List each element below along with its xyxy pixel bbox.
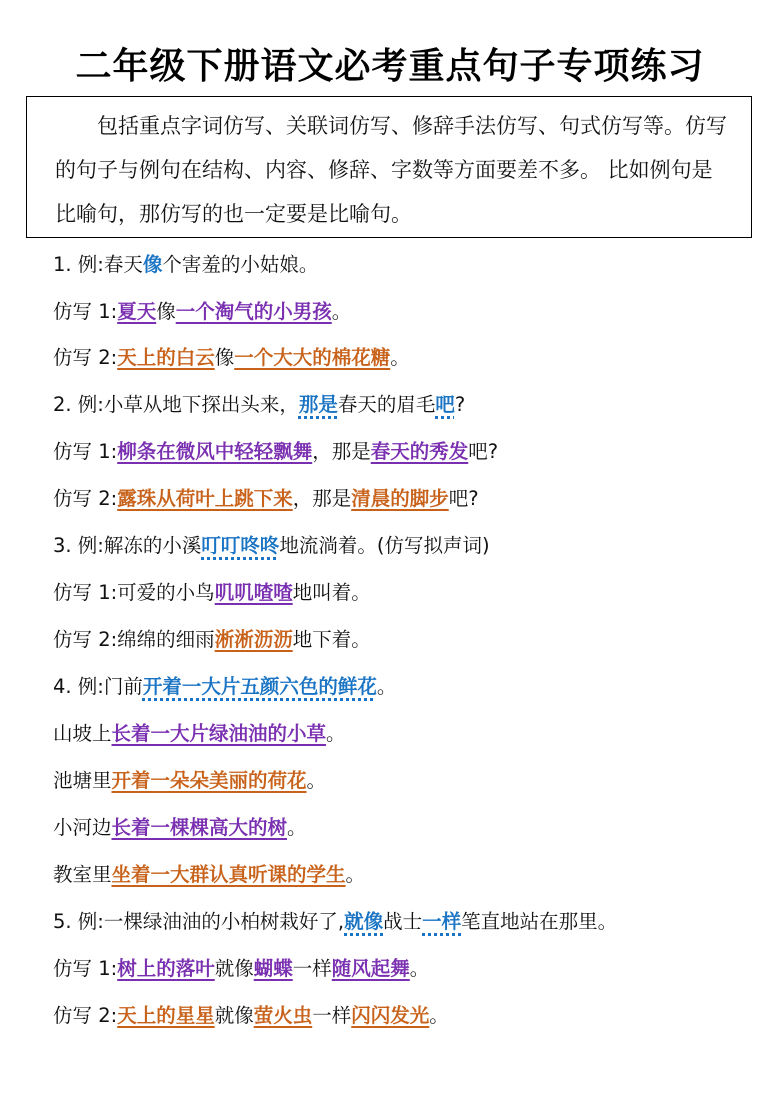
exercise-line [53,387,763,423]
highlighted-phrase: 清晨的脚步 [351,487,449,510]
highlighted-phrase: 露珠从荷叶上跳下来 [117,487,293,510]
sentence-text: 。 [331,300,352,323]
highlighted-phrase: 蝴蝶 [253,957,293,980]
highlighted-phrase: 淅淅沥沥 [214,628,293,651]
intro-text: 包括重点字词仿写、关联词仿写、修辞手法仿写、句式仿写等。仿写的句子与例句在结构、内容、修辞、字数等方面要差不多。 比如例句是比喻句，那仿写的也一定要是比喻句。 [55,114,727,226]
sentence-text: 地流淌着。(仿写拟声词) [279,534,490,557]
exercise-line [53,528,763,564]
sentence-text: 像 [214,346,235,369]
sentence-text: 个害羞的小姑娘。 [162,253,319,276]
sentence-text: 笔直地站在那里。 [461,910,618,933]
sentence-text: 一样 [292,957,332,980]
page-title: 二年级下册语文必考重点句子专项练习 [75,46,705,87]
sentence-text: 春天的眉毛 [337,393,436,416]
highlighted-phrase: 开着一大片五颜六色的鲜花 [142,675,377,698]
highlighted-phrase: 一样 [422,910,462,933]
highlighted-phrase: 春天的秀发 [370,440,469,463]
highlighted-phrase: 长着一大片绿油油的小草 [111,722,327,745]
sentence-text: 教室里 [53,863,112,886]
sentence-text: 山坡上 [53,722,112,745]
sentence-text: 就像 [214,957,254,980]
sentence-text: 仿写 1: [53,300,118,323]
sentence-text: 吧? [468,440,499,463]
sentence-text: 仿写 2: [53,487,118,510]
sentence-text: 。 [306,769,327,792]
exercise-line [53,575,763,611]
sentence-text: 仿写 1: [53,957,118,980]
sentence-text: 仿写 1: [53,440,118,463]
sentence-text: 仿写 1:可爱的小鸟 [53,581,215,604]
exercise-line [53,481,763,517]
sentence-text: 5. 例:一棵绿油油的小柏树栽好了, [53,910,345,933]
sentence-text: 4. 例:门前 [53,675,143,698]
sentence-text: 就像 [214,1004,254,1027]
exercise-line [53,951,763,987]
highlighted-phrase: 闪闪发光 [351,1004,430,1027]
exercise-line [53,434,763,470]
highlighted-phrase: 坐着一大群认真听课的学生 [111,863,346,886]
sentence-text: 1. 例:春天 [53,253,143,276]
sentence-text: 2. 例:小草从地下探出头来， [53,393,299,416]
sentence-text: 仿写 2:绵绵的细雨 [53,628,215,651]
highlighted-phrase: 叽叽喳喳 [214,581,293,604]
highlighted-phrase: 吧 [435,393,455,416]
highlighted-phrase: 一个大大的棉花糖 [234,346,391,369]
sentence-text: 小河边 [53,816,112,839]
sentence-text: 。 [390,346,410,369]
highlighted-phrase: 像 [142,253,163,276]
sentence-text: ，那是 [312,440,371,463]
sentence-text: ，那是 [292,487,352,510]
sentence-text: 。 [287,816,307,839]
sentence-text: 像 [156,300,176,323]
exercise-line [53,904,763,940]
highlighted-phrase: 就像 [344,910,384,933]
sentence-text: 仿写 2: [53,1004,118,1027]
sentence-text: 。 [326,722,346,745]
highlighted-phrase: 开着一朵朵美丽的荷花 [111,769,307,792]
highlighted-phrase: 树上的落叶 [117,957,215,980]
sentence-text: 。 [429,1004,449,1027]
exercise-line [53,998,763,1034]
exercise-line [53,810,763,846]
exercise-line [53,857,763,893]
highlighted-phrase: 萤火虫 [253,1004,313,1027]
highlighted-phrase: 随风起舞 [331,957,410,980]
exercise-line [53,669,763,705]
highlighted-phrase: 那是 [298,393,338,416]
highlighted-phrase: 天上的白云 [117,346,215,369]
exercise-line [53,716,763,752]
highlighted-phrase: 夏天 [117,300,157,323]
sentence-text: 地下着。 [292,628,371,651]
sentence-text: 战士 [383,910,423,933]
sentence-text: 池塘里 [53,769,112,792]
exercise-line [53,294,763,330]
sentence-text: 3. 例:解冻的小溪 [53,534,202,557]
intro-box [26,96,752,238]
sentence-text: 。 [376,675,397,698]
exercise-line [53,763,763,799]
highlighted-phrase: 柳条在微风中轻轻飘舞 [117,440,313,463]
sentence-text: 。 [409,957,430,980]
highlighted-phrase: 叮叮咚咚 [201,534,280,557]
sentence-text: 。 [345,863,366,886]
highlighted-phrase: 天上的星星 [117,1004,215,1027]
highlighted-phrase: 长着一棵棵高大的树 [111,816,288,839]
exercise-line [53,340,763,376]
sentence-text: 吧? [448,487,479,510]
exercise-line [53,622,763,658]
sentence-text: 地叫着。 [292,581,371,604]
sentence-text: 仿写 2: [53,346,118,369]
exercise-line [53,247,763,283]
sentence-text: 一样 [312,1004,352,1027]
sentence-text: ? [454,393,466,416]
highlighted-phrase: 一个淘气的小男孩 [175,300,332,323]
